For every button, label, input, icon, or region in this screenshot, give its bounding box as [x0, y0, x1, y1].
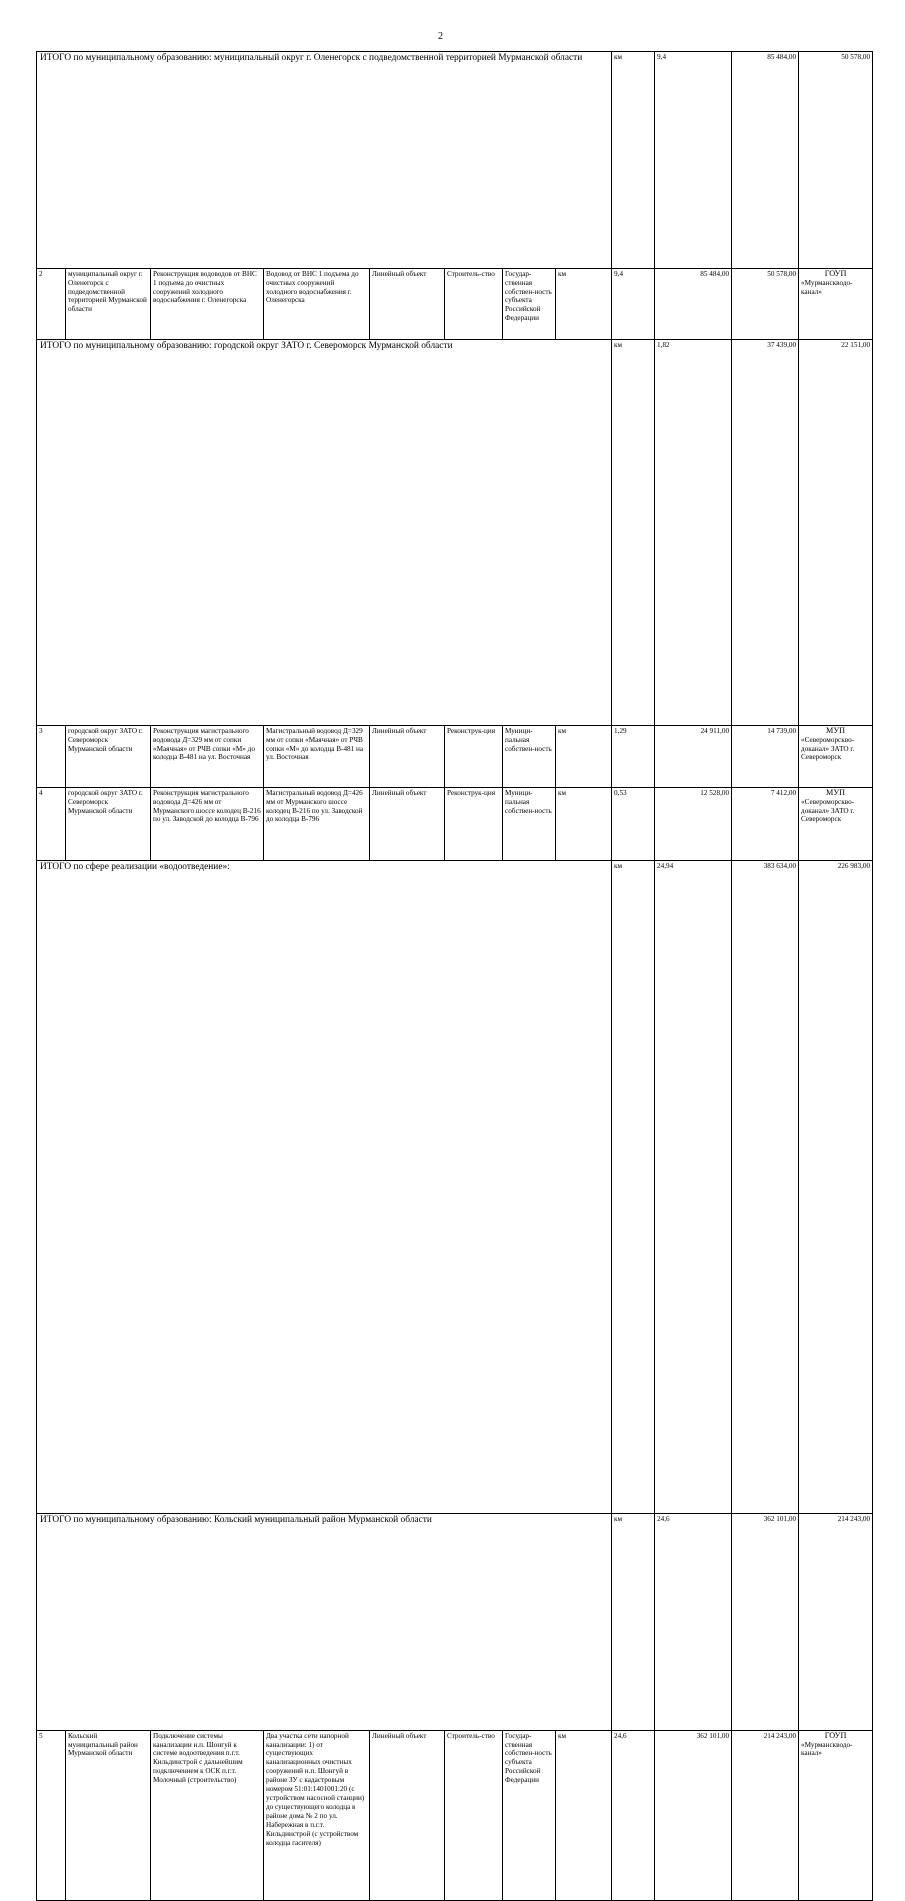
unit-cell: км [556, 787, 612, 860]
cost-cell: 85 484,00 [732, 52, 799, 269]
operator-details: «Мурманскводо-канал» [801, 1740, 853, 1758]
municipality-cell: муниципальный округ г. Оленегорск с подведомственной территорией Мурманской области [66, 268, 151, 339]
municipality-cell: Кольский муниципальный район Мурманской области [66, 1730, 151, 1900]
ownership-cell: Государ-ственная собствен-ность субъекта Российской Федерации [503, 1730, 556, 1900]
operator-cell [799, 1730, 873, 1900]
effect-cell: 214 243,00 [732, 1730, 799, 1900]
effect-cell: 50 578,00 [732, 268, 799, 339]
object-type-cell: Линейный объект [370, 787, 445, 860]
effect-cell: 214 243,00 [799, 1513, 873, 1730]
cost-cell: 362 101,00 [732, 1513, 799, 1730]
effect-cell: 50 578,00 [799, 52, 873, 269]
length-cell: 0,53 [612, 787, 655, 860]
objects-table [36, 51, 873, 1901]
length-cell: 24,6 [612, 1730, 655, 1900]
operator-cell [799, 725, 873, 787]
page-number: 2 [438, 31, 443, 42]
municipality-cell: городской округ ЗАТО г. Североморск Мурманской области [66, 787, 151, 860]
cost-cell: 85 484,00 [655, 268, 732, 339]
total-label: ИТОГО по муниципальному образованию: муниципальный округ г. Оленегорск с подведомственной территорией Мурманской области [37, 52, 612, 269]
object-cell: Два участка сети напорной канализации: 1) от существующих канализационных очистных сооружений н.п. Шонгуй в районе ЗУ с кадастровым номером 51:01:1401001:20 (с устройством насосной станции) до существующего колодца в районе дома № 2 по ул. Набережная в п.г.т. Кильдинстрой (с устройством колодца гасителя) [264, 1730, 370, 1900]
object-cell: Магистральный водовод Д=329 мм от сопки «Маячная» от РЧВ сопки «М» до колодца В-481 на ул. Восточная [264, 725, 370, 787]
row-number: 5 [37, 1730, 66, 1900]
object-type-cell: Линейный объект [370, 1730, 445, 1900]
unit-cell: км [556, 725, 612, 787]
table-row [37, 725, 873, 787]
work-type-cell: Строитель-ство [445, 268, 503, 339]
unit-cell: км [556, 1730, 612, 1900]
operator-name: МУП [826, 787, 846, 797]
operator-name: МУП [826, 725, 846, 735]
effect-cell: 22 151,00 [799, 339, 873, 725]
length-cell: 24,94 [655, 860, 732, 1513]
object-type-cell: Линейный объект [370, 725, 445, 787]
unit-cell: км [612, 860, 655, 1513]
cost-cell: 12 528,00 [655, 787, 732, 860]
total-label: ИТОГО по сфере реализации «водоотведение»: [37, 860, 612, 1513]
cost-cell: 24 911,00 [655, 725, 732, 787]
object-type-cell: Линейный объект [370, 268, 445, 339]
total-label: ИТОГО по муниципальному образованию: городской округ ЗАТО г. Североморск Мурманской области [37, 339, 612, 725]
effect-cell: 7 412,00 [732, 787, 799, 860]
ownership-cell: Муници-пальная собствен-ность [503, 725, 556, 787]
cost-cell: 37 439,00 [732, 339, 799, 725]
operator-details: «Мурманскводо-канал» [801, 278, 853, 296]
table-row [37, 787, 873, 860]
length-cell: 24,6 [655, 1513, 732, 1730]
length-cell: 9,4 [612, 268, 655, 339]
operator-details: «Североморскво-доканал» ЗАТО г. Североморск [801, 735, 855, 762]
measure-cell: Подключение системы канализации н.п. Шонгуй к системе водоотведения п.г.т. Кильдинстрой с дальнейшим подключением к ОСК п.г.т. Молочный (строительство) [151, 1730, 264, 1900]
unit-cell: км [556, 268, 612, 339]
table-body [37, 52, 873, 1901]
object-cell: Водовод от ВНС 1 подъема до очистных сооружений холодного водоснабжения г. Оленегорска [264, 268, 370, 339]
row-number: 4 [37, 787, 66, 860]
work-type-cell: Строитель-ство [445, 1730, 503, 1900]
operator-cell [799, 787, 873, 860]
total-row [37, 339, 873, 725]
effect-cell: 226 983,00 [799, 860, 873, 1513]
length-cell: 1,29 [612, 725, 655, 787]
total-label: ИТОГО по муниципальному образованию: Кольский муниципальный район Мурманской области [37, 1513, 612, 1730]
measure-cell: Реконструкция магистрального водовода Д=329 мм от сопки «Маячная» от РЧВ сопки «М» до колодца В-481 на ул. Восточная [151, 725, 264, 787]
unit-cell: км [612, 1513, 655, 1730]
table-row [37, 1730, 873, 1900]
cost-cell: 383 634,00 [732, 860, 799, 1513]
row-number: 3 [37, 725, 66, 787]
cost-cell: 362 101,00 [655, 1730, 732, 1900]
operator-name: ГОУП [824, 1730, 847, 1740]
measure-cell: Реконструкция магистрального водовода Д=426 мм от Мурманского шоссе колодец В-216 по ул. Заводской до колодца В-796 [151, 787, 264, 860]
unit-cell: км [612, 52, 655, 269]
work-type-cell: Реконструк-ция [445, 787, 503, 860]
operator-cell [799, 268, 873, 339]
work-type-cell: Реконструк-ция [445, 725, 503, 787]
unit-cell: км [612, 339, 655, 725]
ownership-cell: Муници-пальная собствен-ность [503, 787, 556, 860]
operator-name: ГОУП [824, 268, 847, 278]
total-row [37, 1513, 873, 1730]
measure-cell: Реконструкция водоводов от ВНС 1 подъема до очистных сооружений холодного водоснабжения г. Оленегорска [151, 268, 264, 339]
total-row [37, 860, 873, 1513]
object-cell: Магистральный водовод Д=426 мм от Мурманского шоссе колодец В-216 по ул. Заводской до колодца В-796 [264, 787, 370, 860]
length-cell: 9,4 [655, 52, 732, 269]
ownership-cell: Государ-ственная собствен-ность субъекта Российской Федерации [503, 268, 556, 339]
length-cell: 1,82 [655, 339, 732, 725]
effect-cell: 14 739,00 [732, 725, 799, 787]
municipality-cell: городской округ ЗАТО г. Североморск Мурманской области [66, 725, 151, 787]
total-row [37, 52, 873, 269]
table-row [37, 268, 873, 339]
row-number: 2 [37, 268, 66, 339]
operator-details: «Североморскво-доканал» ЗАТО г. Североморск [801, 797, 855, 824]
